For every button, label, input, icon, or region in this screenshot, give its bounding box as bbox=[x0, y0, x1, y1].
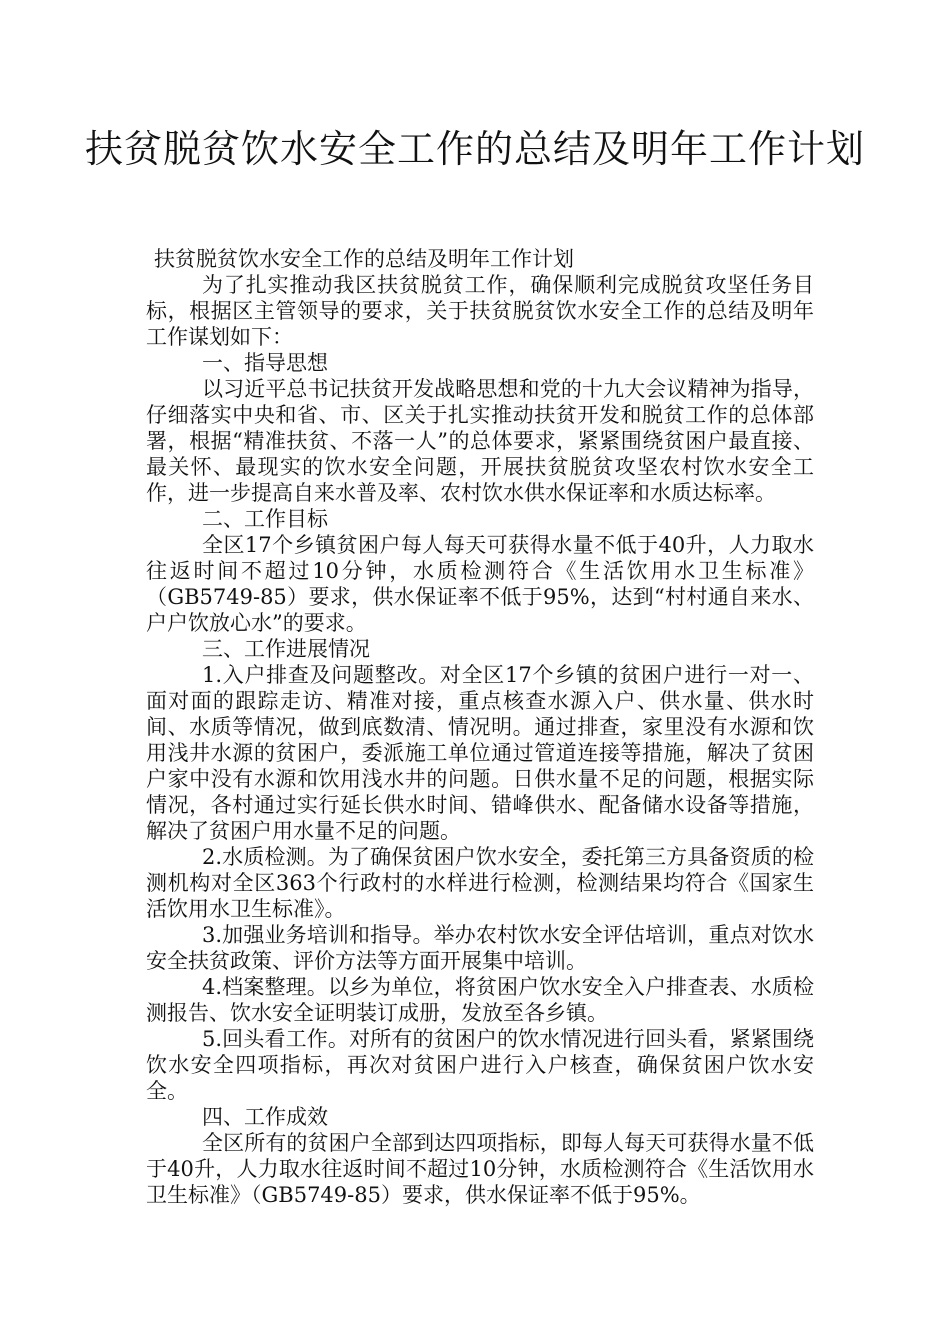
progress-item-4: 4.档案整理。以乡为单位，将贫困户饮水安全入户排查表、水质检测报告、饮水安全证明装订成册，发放至各乡镇。 bbox=[146, 975, 814, 1025]
guiding-ideology-paragraph: 以习近平总书记扶贫开发战略思想和党的十九大会议精神为指导，仔细落实中央和省、市、区关于扎实推动扶贫开发和脱贫工作的总体部署，根据“精准扶贫、不落一人”的总体要求，紧紧围绕贫困户最直接、最关怀、最现实的饮水安全问题，开展扶贫脱贫攻坚农村饮水安全工作，进一步提高自来水普及率、农村饮水供水保证率和水质达标率。 bbox=[146, 377, 814, 505]
progress-item-3: 3.加强业务培训和指导。举办农村饮水安全评估培训，重点对饮水安全扶贫政策、评价方法等方面开展集中培训。 bbox=[146, 923, 814, 973]
document-body bbox=[146, 246, 814, 1208]
progress-item-5: 5.回头看工作。对所有的贫困户的饮水情况进行回头看，紧紧围绕饮水安全四项指标，再次对贫困户进行入户核查，确保贫困户饮水安全。 bbox=[146, 1027, 814, 1103]
document-title: 扶贫脱贫饮水安全工作的总结及明年工作计划 bbox=[84, 127, 865, 171]
section-heading-results: 四、工作成效 bbox=[202, 1105, 328, 1129]
section-heading-progress: 三、工作进展情况 bbox=[202, 637, 370, 661]
section-heading-guiding-ideology: 一、指导思想 bbox=[202, 351, 328, 375]
section-heading-work-goals: 二、工作目标 bbox=[202, 507, 328, 531]
progress-item-2: 2.水质检测。为了确保贫困户饮水安全，委托第三方具备资质的检测机构对全区363个行政村的水样进行检测，检测结果均符合《国家生活饮用水卫生标准》。 bbox=[146, 845, 814, 921]
progress-item-1: 1.入户排查及问题整改。对全区17个乡镇的贫困户进行一对一、面对面的跟踪走访、精准对接，重点核查水源入户、供水量、供水时间、水质等情况，做到底数清、情况明。通过排查，家里没有水源和饮用浅井水源的贫困户，委派施工单位通过管道连接等措施，解决了贫困户家中没有水源和饮用浅水井的问题。日供水量不足的问题，根据实际情况，各村通过实行延长供水时间、错峰供水、配备储水设备等措施，解决了贫困户用水量不足的问题。 bbox=[146, 663, 814, 843]
subtitle-line: 扶贫脱贫饮水安全工作的总结及明年工作计划 bbox=[154, 247, 574, 271]
work-goals-paragraph: 全区17个乡镇贫困户每人每天可获得水量不低于40升，人力取水往返时间不超过10分钟，水质检测符合《生活饮用水卫生标准》（GB5749-85）要求，供水保证率不低于95%，达到“村村通自来水、户户饮放心水”的要求。 bbox=[146, 533, 814, 635]
results-paragraph: 全区所有的贫困户全部到达四项指标，即每人每天可获得水量不低于40升，人力取水往返时间不超过10分钟，水质检测符合《生活饮用水卫生标准》（GB5749-85）要求，供水保证率不低于95%。 bbox=[146, 1131, 814, 1207]
intro-paragraph: 为了扎实推动我区扶贫脱贫工作，确保顺利完成脱贫攻坚任务目标，根据区主管领导的要求，关于扶贫脱贫饮水安全工作的总结及明年工作谋划如下： bbox=[146, 273, 814, 349]
